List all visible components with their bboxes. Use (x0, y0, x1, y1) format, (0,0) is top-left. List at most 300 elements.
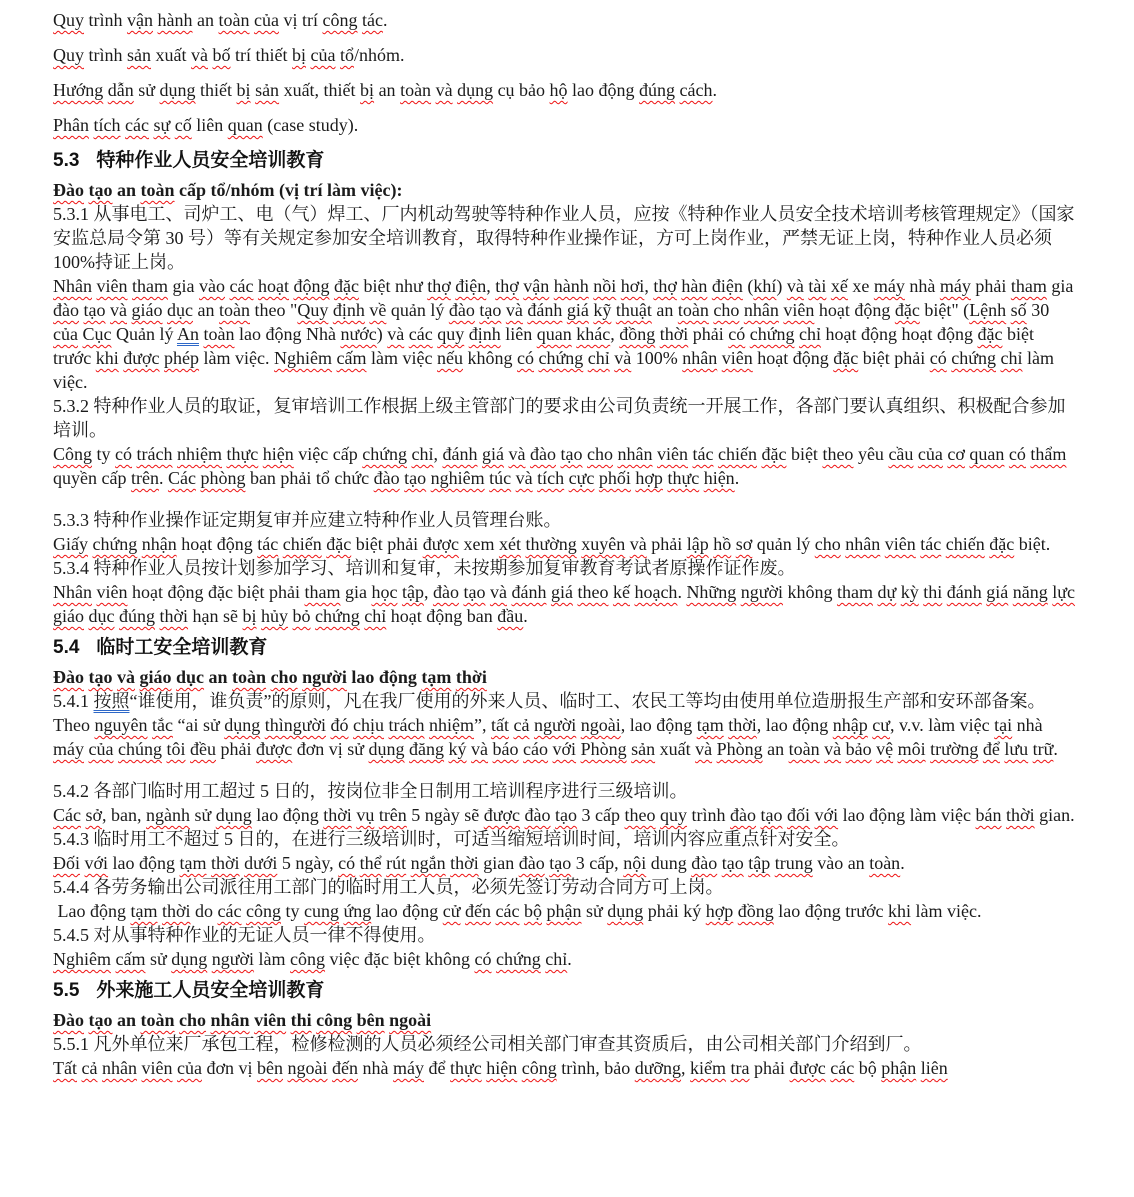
misspelled-word: nhân (743, 300, 779, 320)
misspelled-word: phòng (200, 468, 246, 488)
misspelled-word: trách (388, 715, 425, 735)
misspelled-word: Cục (82, 324, 112, 344)
misspelled-word: cách (679, 80, 713, 100)
misspelled-word: bộ (523, 901, 542, 921)
paragraph: Các sở, ban, ngành sử dụng lao động thời vụ trên 5 ngày sẽ được đào tạo 3 cấp theo quy trình đào tạo đối với lao động làm việc bán thời gian. (53, 805, 1075, 825)
misspelled-word: Nhân (53, 276, 92, 296)
misspelled-word: bị (242, 606, 257, 626)
misspelled-word: đặc (989, 534, 1015, 554)
misspelled-word: đánh (511, 582, 547, 602)
misspelled-word: đó (330, 715, 349, 735)
misspelled-word: thuật (615, 300, 652, 320)
misspelled-word: dục (176, 667, 205, 687)
misspelled-word: giá (986, 582, 1009, 602)
misspelled-word: tác (920, 534, 942, 554)
misspelled-word: tập (401, 582, 424, 602)
grammar-flagged-word: 按照 (93, 691, 130, 711)
misspelled-word: của (310, 45, 336, 65)
misspelled-word: dưỡng (634, 1058, 682, 1078)
misspelled-word: chứng (495, 949, 541, 969)
misspelled-word: trường (930, 739, 979, 759)
misspelled-word: dục (88, 606, 115, 626)
bold-subheading: Đào tạo an toàn cho nhân viên thi công bên ngoài (53, 1010, 432, 1030)
misspelled-word: Đối (53, 853, 80, 873)
misspelled-word: dụng (224, 715, 261, 735)
misspelled-word: lực (1052, 582, 1076, 602)
misspelled-word: lưu (1004, 739, 1029, 759)
section-number: 5.4 (53, 637, 80, 658)
misspelled-word: báo (492, 739, 519, 759)
misspelled-word: dụng (159, 80, 196, 100)
bold-subheading: Đào tạo và giáo dục an toàn cho người lao động tạm thời (53, 667, 487, 687)
misspelled-word: có (929, 348, 947, 368)
misspelled-word: công (521, 1058, 557, 1078)
misspelled-word: được (789, 1058, 826, 1078)
misspelled-word: thời (455, 667, 487, 687)
misspelled-word: nếu (437, 348, 463, 368)
paragraph: 5.3.4 特种作业人员按计划参加学习、培训和复审，未按期参加复审教育考试者原操作证作废。 (53, 558, 796, 578)
misspelled-word: quy (437, 324, 465, 344)
misspelled-word: tạo (555, 805, 578, 825)
misspelled-word: khi (95, 348, 119, 368)
misspelled-word: hiện (703, 468, 735, 488)
misspelled-word: Phân (53, 115, 89, 135)
misspelled-word: Giấy (53, 534, 88, 554)
misspelled-word: đăng (409, 739, 445, 759)
section-heading (53, 148, 1076, 174)
misspelled-word: có (1008, 444, 1026, 464)
misspelled-word: cho (586, 444, 613, 464)
misspelled-word: đầu (497, 606, 524, 626)
misspelled-word: viên (141, 1058, 173, 1078)
paragraph: 5.4.3 临时用工不超过 5 日的，在进行三级培训时，可适当缩短培训时间，培训内容应重点针对安全。 (53, 829, 850, 849)
misspelled-word: sản (127, 45, 151, 65)
misspelled-word: bên (356, 1010, 385, 1030)
misspelled-word: đào (730, 805, 757, 825)
misspelled-word: cho (814, 534, 841, 554)
misspelled-word: ứng (343, 901, 372, 921)
misspelled-word: vào (199, 276, 225, 296)
misspelled-word: nghiêm (430, 468, 485, 488)
misspelled-word: nhiệm (177, 444, 223, 464)
misspelled-word: ngoài (287, 1058, 328, 1078)
misspelled-word: nhân (210, 1010, 250, 1030)
misspelled-word: đào (518, 853, 545, 873)
misspelled-word: đào (448, 300, 475, 320)
misspelled-word: Nhân (53, 582, 92, 602)
misspelled-word: tạo (88, 180, 113, 200)
misspelled-word: toàn (140, 180, 175, 200)
paragraph: Quy trình vận hành an toàn của vị trí công tác. (53, 10, 388, 30)
misspelled-word: chứng (749, 324, 795, 344)
misspelled-word: tạm (696, 715, 724, 735)
misspelled-word: ngắn (410, 853, 446, 873)
misspelled-word: Đào (53, 180, 84, 200)
misspelled-word: của (254, 10, 279, 30)
misspelled-word: định (468, 324, 501, 344)
blank-line (53, 490, 1076, 508)
misspelled-word: thời (728, 715, 757, 735)
misspelled-word: công (245, 901, 281, 921)
misspelled-word: vận (127, 10, 153, 30)
paragraph: Giấy chứng nhận hoạt động tác chiến đặc biệt phải được xem xét thường xuyên và phải lập hồ sơ quản lý cho nhân viên tác chiến đặc biệt. (53, 534, 1051, 554)
misspelled-word: tạo (88, 667, 113, 687)
misspelled-word: và (614, 348, 632, 368)
paragraph: Nhân viên tham gia vào các hoạt động đặc biệt như thợ điện, thợ vận hành nồi hơi, thợ hàn điện (khí) và tài xế xe máy nhà máy phải tham gia đào tạo và giáo dục an toàn theo "Quy định về quản lý đào tạo và đánh giá kỹ thuật an toàn cho nhân viên hoạt động đặc biệt" (Lệnh số 30 của Cục Quản lý An toàn lao động Nhà nước) và các quy định liên quan khác, đồng thời phải có chứng chỉ hoạt động hoạt động đặc biệt trước khi được phép làm việc. Nghiêm cấm làm việc nếu không có chứng chỉ và 100% nhân viên hoạt động đặc biệt phải có chứng chỉ làm việc. (53, 276, 1078, 392)
misspelled-word: phận (881, 1058, 917, 1078)
misspelled-word: điện (455, 276, 487, 296)
section-heading (53, 978, 1076, 1004)
misspelled-word: hàn (681, 276, 708, 296)
misspelled-word: của (917, 444, 943, 464)
misspelled-word: giáo (139, 667, 172, 687)
misspelled-word: có (517, 348, 534, 368)
misspelled-word: chứng (951, 348, 996, 368)
misspelled-word: động (293, 276, 330, 296)
misspelled-word: kiểm (690, 1058, 727, 1078)
misspelled-word: quan (227, 115, 263, 135)
misspelled-word: thực (667, 468, 700, 488)
misspelled-word: ký (448, 739, 467, 759)
misspelled-word: Công (53, 444, 93, 464)
misspelled-word: nhân (617, 444, 653, 464)
misspelled-word: viên (656, 444, 688, 464)
misspelled-word: cầu (888, 444, 914, 464)
misspelled-word: và (695, 739, 713, 759)
misspelled-word: tạo (404, 468, 427, 488)
misspelled-word: công (316, 1010, 353, 1030)
misspelled-word: thời (450, 853, 479, 873)
misspelled-word: toàn (219, 300, 250, 320)
misspelled-word: Những (686, 582, 737, 602)
misspelled-word: và (505, 300, 523, 320)
misspelled-word: Các (53, 805, 81, 825)
misspelled-word: Tất (53, 1058, 77, 1078)
misspelled-word: các (125, 115, 149, 135)
misspelled-word: giá (550, 582, 573, 602)
misspelled-word: thi (290, 1010, 312, 1030)
misspelled-word: đặc (326, 534, 352, 554)
misspelled-word: sự (153, 115, 171, 135)
misspelled-word: thợ (653, 276, 677, 296)
misspelled-word: của (176, 1058, 202, 1078)
misspelled-word: bỏ (292, 606, 311, 626)
misspelled-word: máy (939, 276, 971, 296)
misspelled-word: tổ (340, 45, 355, 65)
misspelled-word: tập (748, 853, 771, 873)
misspelled-word: cấm (336, 348, 367, 368)
misspelled-word: quan (969, 444, 1005, 464)
section-title: 临时工安全培训教育 (96, 637, 268, 658)
misspelled-word: chịu (353, 715, 384, 735)
misspelled-word: thời (323, 805, 352, 825)
misspelled-word: chỉ (364, 606, 387, 626)
misspelled-word: và (471, 739, 489, 759)
section-number: 5.5 (53, 980, 80, 1001)
misspelled-word: trên (130, 468, 159, 488)
misspelled-word: chiến (717, 444, 757, 464)
misspelled-word: toàn (203, 324, 235, 344)
misspelled-word: theo (577, 582, 609, 602)
misspelled-word: có (115, 444, 133, 464)
misspelled-word: hợp (635, 468, 663, 488)
section-heading (53, 635, 1076, 661)
misspelled-word: tạo (83, 300, 106, 320)
bold-subheading: Đào tạo an toàn cấp tổ/nhóm (vị trí làm việc): (53, 180, 403, 200)
misspelled-word: bên (257, 1058, 283, 1078)
misspelled-word: Đào (53, 1010, 84, 1030)
misspelled-word: các (217, 901, 242, 921)
misspelled-word: và (515, 468, 533, 488)
misspelled-word: tạm (130, 901, 158, 921)
misspelled-word: viên (884, 534, 916, 554)
misspelled-word: cả (81, 1058, 98, 1078)
misspelled-word: chiến (945, 534, 985, 554)
misspelled-word: thời (159, 606, 189, 626)
misspelled-word: tạo (721, 853, 744, 873)
misspelled-word: cực (568, 468, 595, 488)
misspelled-word: dụng (368, 739, 405, 759)
misspelled-word: đào (373, 468, 400, 488)
misspelled-word: hơi (620, 276, 645, 296)
misspelled-word: nhân (845, 534, 881, 554)
misspelled-word: đào (432, 582, 459, 602)
section-title: 外来施工人员安全培训教育 (96, 980, 325, 1001)
misspelled-word: thi (923, 582, 943, 602)
misspelled-word: người (533, 715, 577, 735)
misspelled-word: khí (753, 276, 777, 296)
misspelled-word: dục (167, 300, 193, 320)
misspelled-word: cung (304, 901, 339, 921)
misspelled-word: hoạt (257, 276, 289, 296)
misspelled-word: Quy (53, 10, 84, 30)
misspelled-word: túc (489, 468, 512, 488)
misspelled-word: và (824, 739, 842, 759)
misspelled-word: và (508, 444, 526, 464)
misspelled-word: môi (897, 739, 926, 759)
paragraph: Lao động tạm thời do các công ty cung ứng lao động cử đến các bộ phận sử dụng phải ký hợp đồng lao động trước khi làm việc. (53, 901, 982, 921)
misspelled-word: quy (660, 805, 688, 825)
misspelled-word: người (302, 667, 347, 687)
misspelled-word: hành (553, 276, 589, 296)
misspelled-word: viên (721, 348, 753, 368)
paragraph: Tất cả nhân viên của đơn vị bên ngoài đến nhà máy để thực hiện công trình, bảo dưỡng, kiểm tra phải được các bộ phận liên (53, 1058, 948, 1078)
misspelled-word: và (435, 80, 453, 100)
misspelled-word: ngoài (580, 715, 621, 735)
misspelled-word: tôi (166, 739, 186, 759)
misspelled-word: đào (53, 300, 79, 320)
misspelled-word: thẩm (1030, 444, 1067, 464)
misspelled-word: tác (361, 10, 383, 30)
misspelled-word: có (338, 853, 356, 873)
misspelled-word: hành (157, 10, 193, 30)
misspelled-word: đúng (639, 80, 676, 100)
paragraph: Nhân viên hoạt động đặc biệt phải tham gia học tập, đào tạo và đánh giá theo kế hoạch. Những người không tham dự kỳ thi đánh giá năng lực giáo dục đúng thời hạn sẽ bị hủy bỏ chứng chỉ hoạt động ban đầu. (53, 582, 1076, 626)
misspelled-word: viên (96, 582, 128, 602)
misspelled-word: giá (481, 444, 504, 464)
section-number: 5.3 (53, 150, 80, 171)
misspelled-word: sản (631, 739, 656, 759)
misspelled-word: chứng (362, 444, 407, 464)
misspelled-word: đều (190, 739, 216, 759)
misspelled-word: đến (465, 901, 492, 921)
misspelled-word: đồng (737, 901, 774, 921)
misspelled-word: trữ (1032, 739, 1054, 759)
misspelled-word: bị (292, 45, 307, 65)
misspelled-word: đồng (619, 324, 656, 344)
misspelled-word: toàn (677, 300, 709, 320)
misspelled-word: dưới (244, 853, 278, 873)
misspelled-word: cho (713, 300, 740, 320)
misspelled-word: và (387, 324, 405, 344)
misspelled-word: định (332, 300, 365, 320)
misspelled-word: toàn (400, 80, 432, 100)
misspelled-word: chứng (315, 606, 360, 626)
misspelled-word: ngành (146, 805, 191, 825)
misspelled-word: cấm (115, 949, 146, 969)
misspelled-word: giá (566, 300, 589, 320)
paragraph: 5.4.2 各部门临时用工超过 5 日的，按岗位非全日制用工培训程序进行三级培训。 (53, 781, 688, 801)
misspelled-word: thường (525, 534, 577, 554)
misspelled-word: hợp (705, 901, 734, 921)
misspelled-word: sở (85, 805, 103, 825)
misspelled-word: bị (236, 80, 251, 100)
misspelled-word: giáo (131, 300, 163, 320)
paragraph: 5.4.1 按照“谁使用，谁负责”的原则，凡在我厂使用的外来人员、临时工、农民工等均由使用单位造册报生产部和安环部备案。 (53, 691, 1046, 711)
misspelled-word: viên (96, 276, 128, 296)
misspelled-word: theo (822, 444, 854, 464)
misspelled-word: chỉ (411, 444, 434, 464)
misspelled-word: nhân (682, 348, 718, 368)
misspelled-word: Quy (53, 45, 84, 65)
misspelled-word: của (53, 324, 78, 344)
misspelled-word: dụng (607, 901, 644, 921)
misspelled-word: tắc (151, 715, 173, 735)
paragraph: 5.3.2 特种作业人员的取证，复审培训工作根据上级主管部门的要求由公司负责统一开展工作，各部门要认真组织、积极配合参加培训。 (53, 396, 1066, 440)
misspelled-word: tích (93, 115, 121, 135)
misspelled-word: cư (872, 715, 891, 735)
misspelled-word: nước (340, 324, 377, 344)
misspelled-word: máy (53, 739, 84, 759)
misspelled-word: tại (994, 715, 1013, 735)
misspelled-word: công (322, 10, 358, 30)
misspelled-word: cho (270, 667, 298, 687)
misspelled-word: tạo (549, 853, 572, 873)
misspelled-word: khi (888, 901, 912, 921)
misspelled-word: viên (783, 300, 815, 320)
misspelled-word: liên (920, 1058, 948, 1078)
misspelled-word: tạm (421, 667, 452, 687)
misspelled-word: cơ (947, 444, 965, 464)
misspelled-word: của (88, 739, 114, 759)
misspelled-word: phận (546, 901, 582, 921)
misspelled-word: toàn (140, 1010, 175, 1030)
misspelled-word: số (1010, 300, 1027, 320)
misspelled-word: thể (359, 853, 382, 873)
misspelled-word: cho (179, 1010, 207, 1030)
misspelled-word: có (474, 949, 492, 969)
misspelled-word: được (256, 739, 293, 759)
misspelled-word: được (422, 534, 459, 554)
misspelled-word: tạo (760, 805, 783, 825)
misspelled-word: bảo (845, 739, 872, 759)
misspelled-word: tham (1010, 276, 1047, 296)
misspelled-word: kỳ (900, 582, 919, 602)
misspelled-word: có (728, 324, 746, 344)
misspelled-word: tạm (179, 853, 207, 873)
misspelled-word: đánh (946, 582, 982, 602)
misspelled-word: người (740, 582, 783, 602)
misspelled-word: ngoài (389, 1010, 432, 1030)
misspelled-word: về (369, 300, 387, 320)
misspelled-word: cả (513, 715, 530, 735)
misspelled-word: tác (692, 444, 714, 464)
misspelled-word: nhập (832, 715, 868, 735)
misspelled-word: điện (711, 276, 743, 296)
paragraph: Theo nguyên tắc “ai sử dụng thìngười đó chịu trách nhiệm”, tất cả người ngoài, lao động tạm thời, lao động nhập cư, v.v. làm việc tại nhà máy của chúng tôi đều phải được đơn vị sử dụng đăng ký và báo cáo với Phòng sản xuất và Phòng an toàn và bảo vệ môi trường để lưu trữ. (53, 715, 1058, 759)
misspelled-word: Quy (297, 300, 329, 320)
misspelled-word: đúng (119, 606, 155, 626)
misspelled-word: các (495, 901, 520, 921)
misspelled-word: hiện (486, 1058, 518, 1078)
misspelled-word: và (629, 534, 647, 554)
misspelled-word: hiện (262, 444, 294, 464)
paragraph: 5.4.4 各劳务输出公司派往用工部门的临时用工人员，必须先签订劳动合同方可上岗。 (53, 877, 724, 897)
misspelled-word: thời (211, 853, 240, 873)
paragraph: Đối với lao động tạm thời dưới 5 ngày, có thể rút ngắn thời gian đào tạo 3 cấp, nội dung đào tạo tập trung vào an toàn. (53, 853, 905, 873)
misspelled-word: đối (787, 805, 811, 825)
misspelled-word: cố (174, 115, 192, 135)
misspelled-word: được (483, 805, 521, 825)
misspelled-word: bố (212, 45, 231, 65)
misspelled-word: dụng (457, 80, 494, 100)
misspelled-word: quan (536, 324, 572, 344)
misspelled-word: người (211, 949, 255, 969)
grammar-flagged-word: An (176, 324, 199, 344)
misspelled-word: nội (623, 853, 647, 873)
misspelled-word: toàn (788, 739, 820, 759)
misspelled-word: chứng (92, 534, 138, 554)
misspelled-word: theo (624, 805, 656, 825)
misspelled-word: học (371, 582, 398, 602)
misspelled-word: kỹ (593, 300, 612, 320)
misspelled-word: nồi (593, 276, 617, 296)
misspelled-word: dẫn (107, 80, 134, 100)
misspelled-word: đào (524, 805, 551, 825)
misspelled-word: chúng (117, 739, 162, 759)
misspelled-word: rút (386, 853, 407, 873)
misspelled-word: các (830, 1058, 855, 1078)
misspelled-word: công (290, 949, 326, 969)
misspelled-word: dự (877, 582, 897, 602)
misspelled-word: đào (691, 853, 718, 873)
misspelled-word: khác (576, 324, 611, 344)
misspelled-word: máy (393, 1058, 424, 1078)
misspelled-word: vận (523, 276, 550, 296)
misspelled-word: hủy (261, 606, 289, 626)
misspelled-word: được (123, 348, 160, 368)
misspelled-word: thợ (427, 276, 451, 296)
section-title: 特种作业人员安全培训教育 (96, 150, 325, 171)
misspelled-word: tích (537, 468, 565, 488)
misspelled-word: xét (498, 534, 521, 554)
misspelled-word: trách (136, 444, 173, 464)
paragraph: Công ty có trách nhiệm thực hiện việc cấp chứng chỉ, đánh giá và đào tạo cho nhân viên tác chiến đặc biệt theo yêu cầu của cơ quan có thẩm quyền cấp trên. Các phòng ban phải tổ chức đào tạo nghiêm túc và tích cực phối hợp thực hiện. (53, 444, 1071, 488)
misspelled-word: cáo (523, 739, 549, 759)
misspelled-word: Nghiêm (274, 348, 333, 368)
misspelled-word: chỉ (798, 324, 821, 344)
misspelled-word: xế (830, 276, 848, 296)
